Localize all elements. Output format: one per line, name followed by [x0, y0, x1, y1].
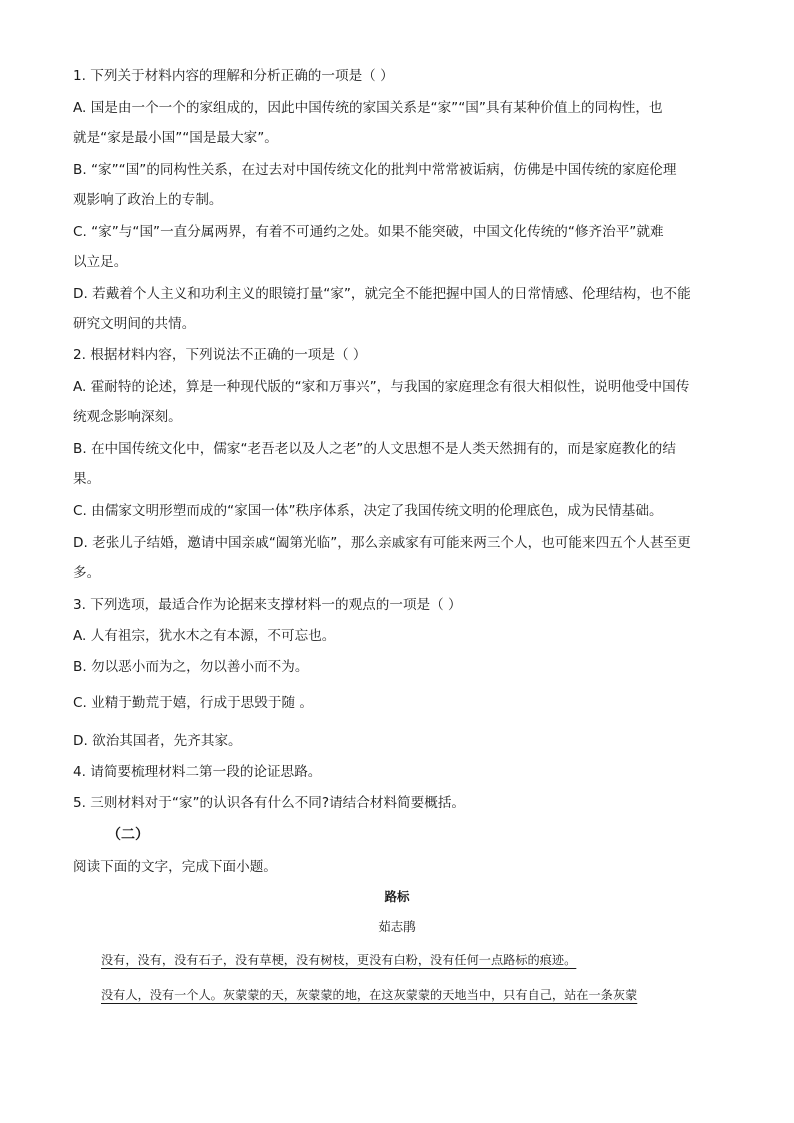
passage-line-2: 没有人，没有一个人。灰蒙蒙的天，灰蒙蒙的地，在这灰蒙蒙的天地当中，只有自己，站在一条灰蒙	[101, 988, 638, 1002]
question-1-option-b-cont: 观影响了政治上的专制。	[73, 192, 223, 208]
passage-author: 茹志鹃	[378, 919, 416, 934]
question-2-option-a: A. 霍耐特的论述，算是一种现代版的“家和万事兴”，与我国的家庭理念有很大相似性，说明他受中国传	[73, 379, 690, 395]
question-1-option-c-cont: 以立足。	[73, 254, 128, 270]
question-2-option-a-cont: 统观念影响深刻。	[73, 409, 182, 425]
question-3-stem: 3. 下列选项，最适合作为论据来支撑材料一的观点的一项是（ ）	[73, 597, 462, 613]
question-1-option-b: B. “家”“国”的同构性关系，在过去对中国传统文化的批判中常常被诟病，仿佛是中国传统的家庭伦理	[73, 162, 677, 178]
question-1-stem: 1. 下列关于材料内容的理解和分析正确的一项是（ ）	[73, 68, 394, 84]
question-1-option-d-cont: 研究文明间的共情。	[73, 316, 196, 332]
question-2-option-b-cont: 果。	[73, 471, 101, 487]
question-2-stem: 2. 根据材料内容，下列说法不正确的一项是（ ）	[73, 347, 367, 363]
question-1-option-c: C. “家”与“国”一直分属两界，有着不可通约之处。如果不能突破，中国文化传统的“修齐治平”就难	[73, 224, 664, 240]
question-3-option-a: A. 人有祖宗，犹水木之有本源，不可忘也。	[73, 628, 336, 644]
question-3-option-d: D. 欲治其国者，先齐其家。	[73, 733, 242, 749]
question-1-option-a: A. 国是由一个一个的家组成的，因此中国传统的家国关系是“家”“国”具有某种价值上的同构性，也	[73, 100, 663, 116]
question-2-option-d: D. 老张儿子结婚，邀请中国亲戚“阖第光临”，那么亲戚家有可能来两三个人，也可能来四五个人甚至更	[73, 535, 691, 551]
reading-instruction: 阅读下面的文字，完成下面小题。	[73, 859, 277, 875]
passage-line-1: 没有，没有，没有石子，没有草梗，没有树枝，更没有白粉，没有任何一点路标的痕迹。	[101, 953, 577, 967]
question-3-option-c: C. 业精于勤荒于嬉，行成于思毁于随 。	[73, 695, 313, 711]
question-2-option-b: B. 在中国传统文化中，儒家“老吾老以及人之老”的人文思想不是人类天然拥有的，而是家庭教化的结	[73, 441, 676, 457]
question-3-option-b: B. 勿以恶小而为之，勿以善小而不为。	[73, 659, 309, 675]
question-1-option-a-cont: 就是“家是最小国”“国是最大家”。	[73, 130, 278, 146]
question-1-option-d: D. 若戴着个人主义和功利主义的眼镜打量“家”，就完全不能把握中国人的日常情感、伦理结构，也不能	[73, 286, 691, 302]
passage-title: 路标	[384, 889, 410, 904]
section-heading: （二）	[107, 827, 149, 843]
question-5: 5. 三则材料对于“家”的认识各有什么不同?请结合材料简要概括。	[73, 795, 466, 811]
question-4: 4. 请简要梳理材料二第一段的论证思路。	[73, 764, 322, 780]
question-2-option-d-cont: 多。	[73, 565, 101, 581]
question-2-option-c: C. 由儒家文明形塑而成的“家国一体”秩序体系，决定了我国传统文明的伦理底色，成为民情基础。	[73, 503, 663, 519]
